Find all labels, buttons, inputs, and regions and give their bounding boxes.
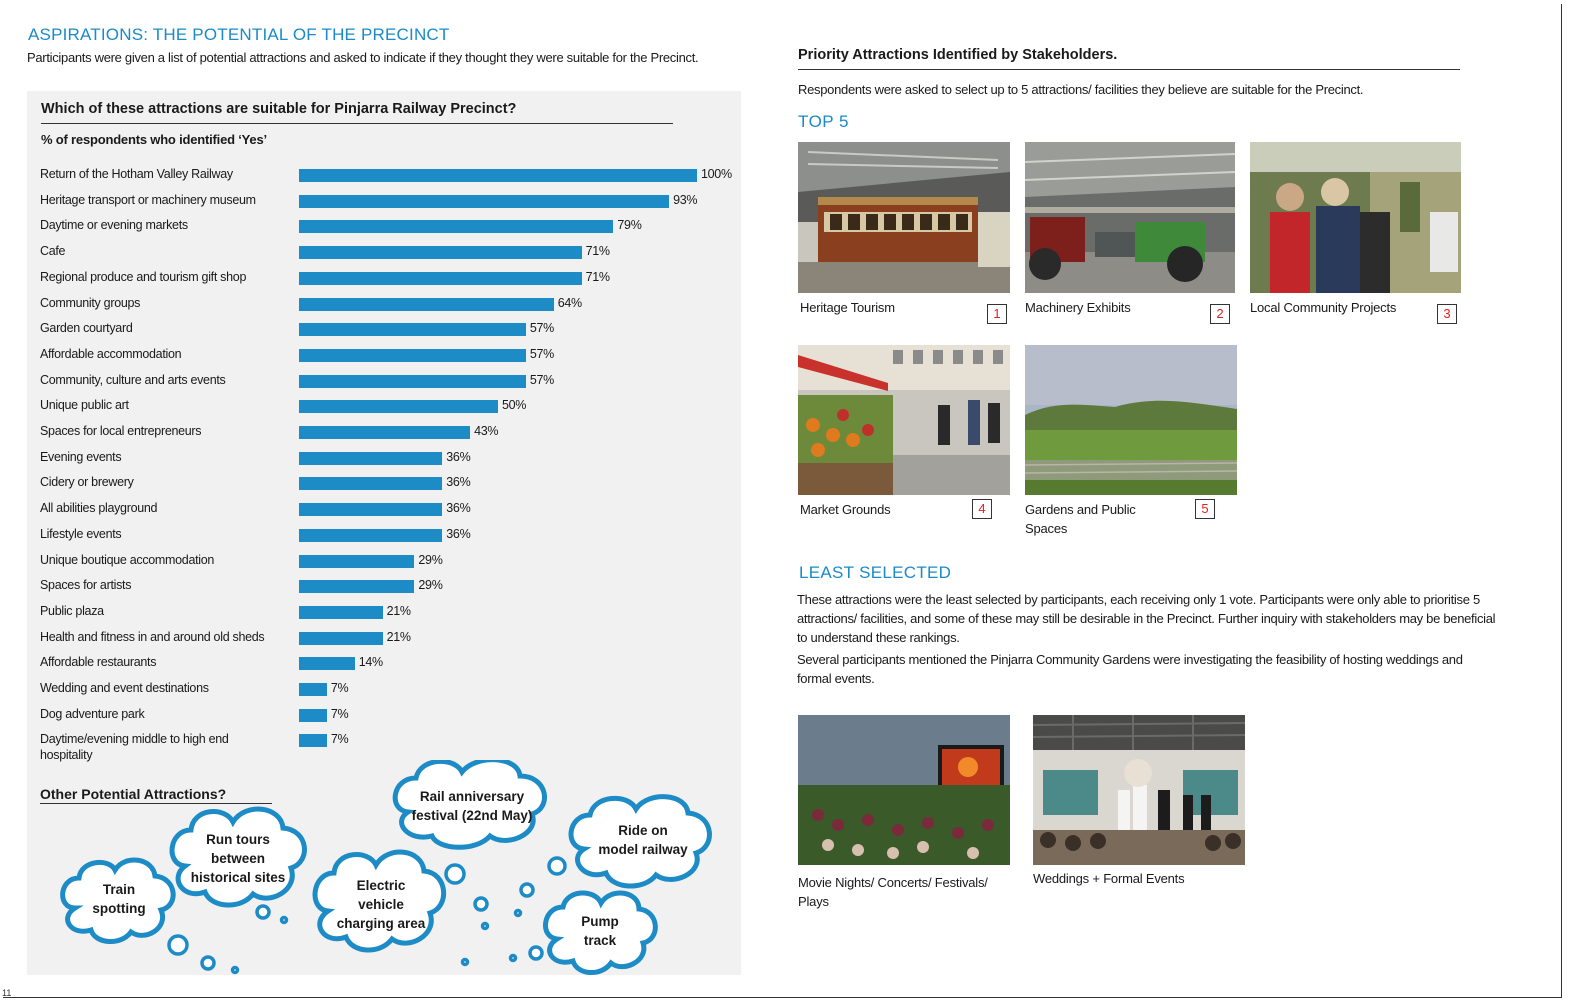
cloud-electric-vehicle: Electric vehicle charging area	[336, 878, 426, 931]
bar-value-label: 7%	[330, 732, 349, 747]
bar-value-label: 79%	[617, 218, 642, 233]
bar-value-label: 29%	[418, 578, 443, 593]
bar	[299, 734, 327, 747]
bar-value-label: 29%	[418, 552, 443, 567]
bar-label: Evening events	[40, 449, 122, 464]
bar-value-label: 57%	[529, 321, 554, 336]
caption-market-grounds: Market Grounds	[800, 502, 891, 517]
priority-instruction: Respondents were asked to select up to 5 attractions/ facilities they believe are suitable for the Precinct.	[798, 82, 1364, 97]
bar	[299, 349, 526, 362]
bar	[299, 683, 327, 696]
priority-heading: Priority Attractions Identified by Stakeholders.	[798, 47, 1460, 70]
intro-text: Participants were given a list of potential attractions and asked to indicate if they thought they were suitable for the Precinct.	[27, 50, 699, 65]
cloud-pump-track: Pump track	[581, 914, 619, 948]
rank-badge: 2	[1210, 304, 1230, 324]
least-selected-text	[797, 590, 1497, 691]
bar-label: Return of the Hotham Valley Railway	[40, 167, 233, 181]
bar-value-label: 100%	[701, 167, 732, 181]
bar-value-label: 36%	[446, 501, 471, 516]
bar-value-label: 36%	[446, 526, 471, 541]
bar-label: Garden courtyard	[40, 321, 133, 336]
bar-label: Unique boutique accommodation	[40, 552, 215, 567]
caption-weddings: Weddings + Formal Events	[1033, 871, 1185, 886]
page-number: 11	[2, 988, 12, 998]
bar	[299, 169, 697, 182]
bar-label: All abilities playground	[40, 501, 158, 516]
bar-label: Community groups	[40, 295, 141, 310]
photo-machinery-exhibits	[1025, 142, 1235, 293]
least-paragraph: Several participants mentioned the Pinjarra Community Gardens were investigating the feasibility of hosting weddings and formal events.	[797, 652, 1463, 686]
bar	[299, 503, 442, 516]
caption-gardens-public-spaces: Gardens and Public Spaces	[1025, 502, 1136, 536]
section-title: ASPIRATIONS: THE POTENTIAL OF THE PRECINCT	[28, 25, 450, 44]
bar	[299, 580, 414, 593]
bar-label: Wedding and event destinations	[40, 681, 209, 695]
bar	[299, 555, 414, 568]
bar	[299, 477, 442, 490]
chart-title: Which of these attractions are suitable for Pinjarra Railway Precinct?	[41, 101, 673, 124]
bar-value-label: 14%	[358, 655, 383, 670]
bar-label: Affordable restaurants	[40, 655, 157, 670]
rank-badge: 3	[1437, 304, 1457, 324]
caption-local-community-projects: Local Community Projects	[1250, 300, 1397, 315]
bar-value-label: 21%	[386, 603, 411, 618]
photo-market-grounds	[798, 345, 1010, 495]
bar-label: Daytime or evening markets	[40, 218, 188, 233]
chart-subtitle: % of respondents who identified ‘Yes’	[41, 132, 267, 147]
bar-label: Cafe	[40, 244, 66, 259]
cloud-run-tours: Run tours between historical sites	[190, 832, 286, 885]
photo-movie-nights	[798, 715, 1010, 865]
other-attractions-title: Other Potential Attractions?	[40, 786, 272, 804]
photo-weddings	[1033, 715, 1245, 865]
bar	[299, 452, 442, 465]
bar-value-label: 93%	[673, 192, 698, 207]
rank-badge: 4	[972, 499, 992, 519]
bar	[299, 323, 526, 336]
bar-value-label: 57%	[529, 346, 554, 361]
bar-value-label: 64%	[557, 295, 582, 310]
bar	[299, 246, 582, 259]
top5-title: TOP 5	[798, 112, 850, 131]
bar-label: Lifestyle events	[40, 526, 122, 541]
bar	[299, 195, 669, 208]
least-selected-title: LEAST SELECTED	[799, 563, 952, 582]
photo-gardens-public-spaces	[1025, 345, 1237, 495]
bar-value-label: 7%	[330, 706, 349, 721]
bar-value-label: 50%	[502, 398, 527, 413]
bar	[299, 272, 582, 285]
bar-value-label: 7%	[330, 681, 349, 695]
bar	[299, 606, 383, 619]
bar-label: Affordable accommodation	[40, 346, 182, 361]
rank-badge: 1	[987, 304, 1007, 324]
bar-value-label: 71%	[585, 269, 610, 284]
bar	[299, 298, 554, 311]
bar	[299, 220, 613, 233]
bar-label: Heritage transport or machinery museum	[40, 192, 256, 207]
bar-label: Health and fitness in and around old sheds	[40, 629, 265, 644]
bar-value-label: 57%	[529, 372, 554, 387]
bar-value-label: 21%	[386, 629, 411, 644]
bar-label: Unique public art	[40, 398, 129, 413]
bar-label: Regional produce and tourism gift shop	[40, 269, 247, 284]
rank-badge: 5	[1195, 499, 1215, 519]
bar	[299, 657, 355, 670]
bar-label: Cidery or brewery	[40, 475, 134, 490]
bar-value-label: 36%	[446, 449, 471, 464]
least-paragraph: These attractions were the least selected by participants, each receiving only 1 vote. Participants were only able to prioritise 5 attractions/ facilities, and some of these may still be desirable in the Precinct. Further inquiry with stakeholders may be beneficial to understand these rankings.	[797, 592, 1496, 645]
photo-local-community-projects	[1250, 142, 1461, 293]
bar	[299, 426, 470, 439]
bar-label: Spaces for artists	[40, 578, 132, 593]
caption-movie-nights: Movie Nights/ Concerts/ Festivals/ Plays	[798, 875, 988, 909]
caption-heritage-tourism: Heritage Tourism	[800, 300, 895, 315]
bar	[299, 632, 383, 645]
caption-machinery-exhibits: Machinery Exhibits	[1025, 300, 1131, 315]
bar	[299, 375, 526, 388]
bar-value-label: 71%	[585, 244, 610, 259]
bar-label: Spaces for local entrepreneurs	[40, 424, 202, 438]
cloud-rail-anniversary: Rail anniversary festival (22nd May)	[411, 789, 533, 823]
bar-label: Daytime/evening middle to high end hospitality	[40, 732, 229, 763]
bar	[299, 529, 442, 542]
bar-label: Public plaza	[40, 603, 104, 618]
bar-value-label: 43%	[474, 424, 499, 438]
photo-heritage-tourism	[798, 142, 1010, 293]
bar	[299, 709, 327, 722]
bar-value-label: 36%	[446, 475, 471, 490]
bar	[299, 400, 498, 413]
bar-label: Dog adventure park	[40, 706, 145, 721]
bar-label: Community, culture and arts events	[40, 372, 226, 387]
cloud-model-railway: Ride on model railway	[598, 823, 688, 857]
cloud-train-spotting: Train spotting	[92, 882, 146, 916]
